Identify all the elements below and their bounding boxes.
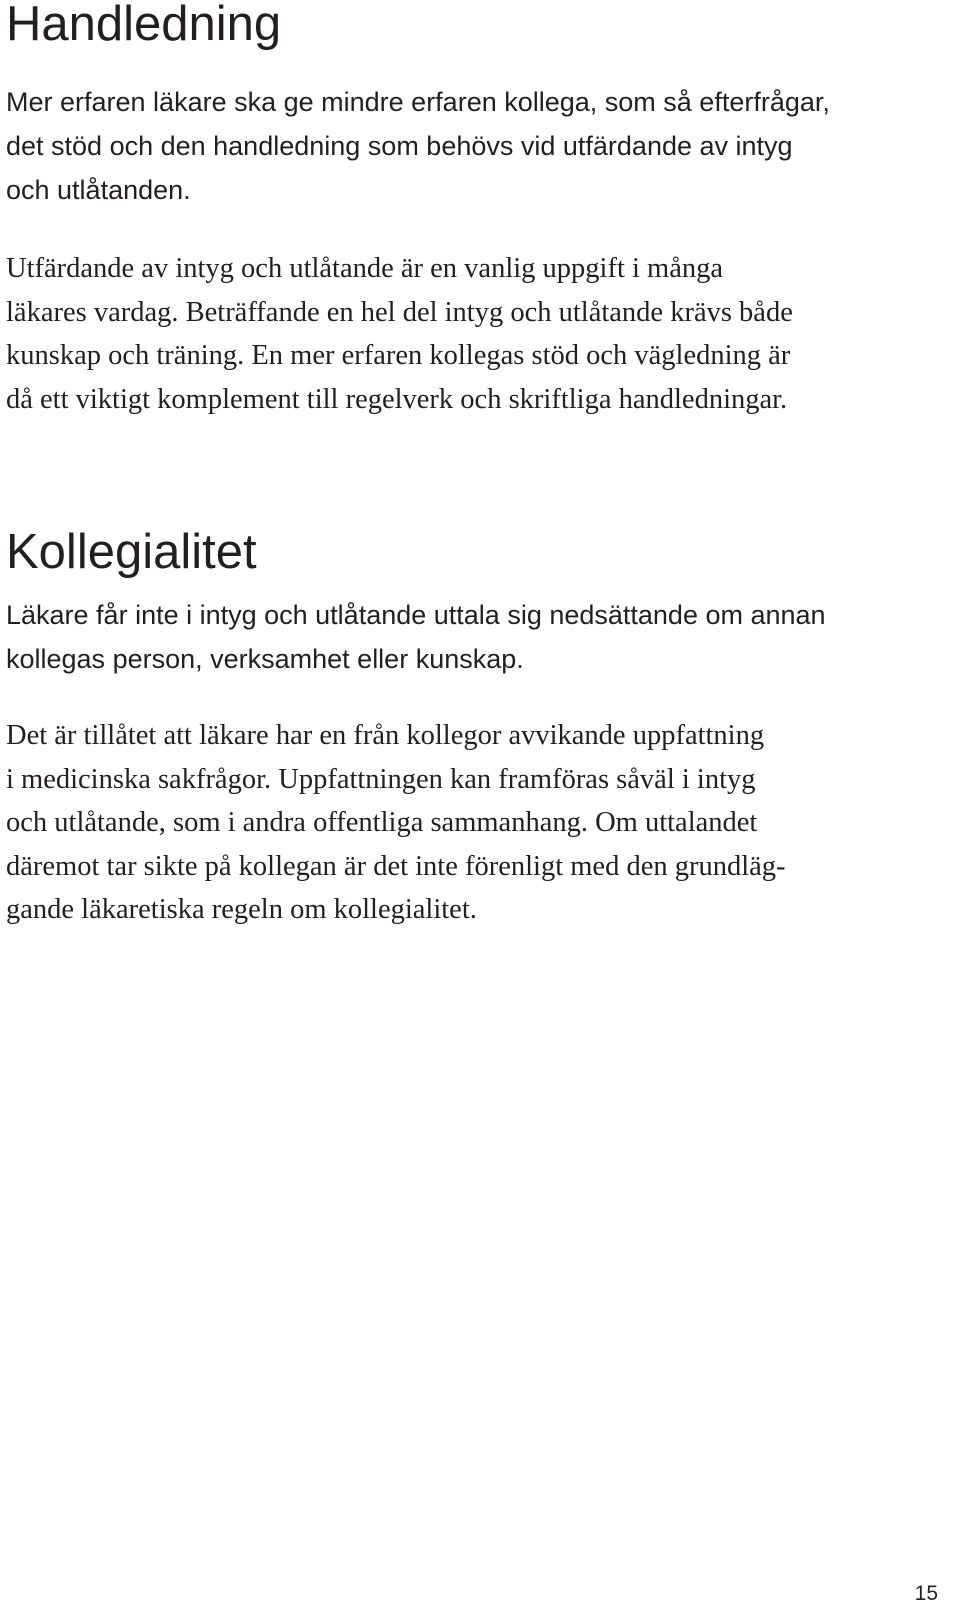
body-paragraph-handledning bbox=[6, 247, 951, 421]
text-line: och utlåtanden. bbox=[6, 175, 191, 205]
text-line: Det är tillåtet att läkare har en från kollegor avvikande uppfattning bbox=[6, 720, 765, 751]
text-line: läkares vardag. Beträffande en hel del intyg och utlåtande krävs både bbox=[6, 296, 793, 328]
text-line: Läkare får inte i intyg och utlåtande uttala sig nedsättande om annan bbox=[6, 600, 826, 630]
text-line: och utlåtande, som i andra offentliga sammanhang. Om uttalandet bbox=[6, 807, 758, 838]
section-heading-kollegialitet: Kollegialitet bbox=[6, 525, 257, 579]
text-line: Mer erfaren läkare ska ge mindre erfaren kollega, som så efterfrågar, bbox=[6, 87, 830, 117]
page-number: 15 bbox=[914, 1582, 938, 1605]
section-heading-handledning: Handledning bbox=[6, 0, 282, 51]
lead-paragraph-handledning bbox=[6, 80, 951, 212]
text-line: i medicinska sakfrågor. Uppfattningen kan framföras såväl i intyg bbox=[6, 763, 756, 795]
text-line: kollegas person, verksamhet eller kunskap. bbox=[6, 644, 524, 674]
lead-paragraph-kollegialitet bbox=[6, 593, 951, 681]
body-paragraph-kollegialitet bbox=[6, 714, 951, 932]
text-line: då ett viktigt komplement till regelverk och skriftliga handledningar. bbox=[6, 383, 788, 415]
text-line: däremot tar sikte på kollegan är det inte förenligt med den grundläg- bbox=[6, 850, 786, 882]
text-line: kunskap och träning. En mer erfaren kollegas stöd och vägledning är bbox=[6, 340, 791, 371]
text-line: gande läkaretiska regeln om kollegialitet. bbox=[6, 894, 477, 925]
text-line: det stöd och den handledning som behövs vid utfärdande av intyg bbox=[6, 131, 793, 161]
text-line: Utfärdande av intyg och utlåtande är en vanlig uppgift i många bbox=[6, 253, 724, 284]
